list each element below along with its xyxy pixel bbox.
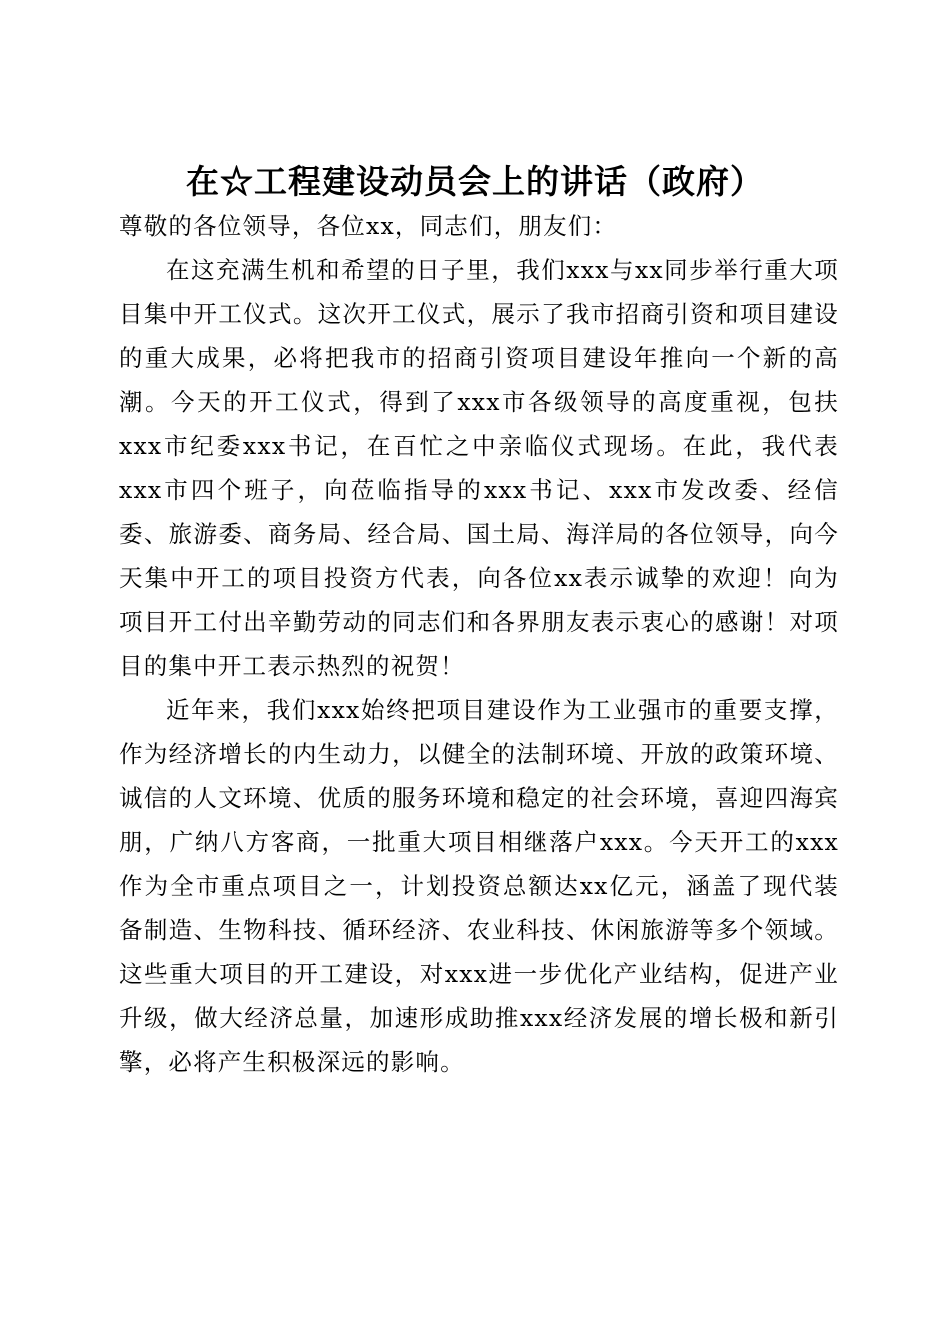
salutation: 尊敬的各位领导，各位xx，同志们，朋友们： bbox=[119, 212, 618, 240]
paragraph-1: 在这充满生机和希望的日子里，我们xxx与xx同步举行重大项目集中开工仪式。这次开工仪式，展示了我市招商引资和项目建设的重大成果，必将把我市的招商引资项目建设年推向一个新的高潮。今天的开工仪式，得到了xxx市各级领导的高度重视，包扶xxx市纪委xxx书记，在百忙之中亲临仪式现场。在此，我代表xxx市四个班子，向莅临指导的xxx书记、xxx市发改委、经信委、旅游委、商务局、经合局、国土局、海洋局的各位领导，向今天集中开工的项目投资方代表，向各位xx表示诚挚的欢迎！向为项目开工付出辛勤劳动的同志们和各界朋友表示衷心的感谢！对项目的集中开工表示热烈的祝贺！ bbox=[119, 256, 839, 680]
document-body bbox=[119, 204, 839, 1084]
paragraph-2: 近年来，我们xxx始终把项目建设作为工业强市的重要支撑，作为经济增长的内生动力，以健全的法制环境、开放的政策环境、诚信的人文环境、优质的服务环境和稳定的社会环境，喜迎四海宾朋，广纳八方客商，一批重大项目相继落户xxx。今天开工的xxx作为全市重点项目之一，计划投资总额达xx亿元，涵盖了现代装备制造、生物科技、循环经济、农业科技、休闲旅游等多个领域。这些重大项目的开工建设，对xxx进一步优化产业结构，促进产业升级，做大经济总量，加速形成助推xxx经济发展的增长极和新引擎，必将产生积极深远的影响。 bbox=[119, 696, 839, 1076]
document-title: 在☆工程建设动员会上的讲话（政府） bbox=[186, 162, 764, 202]
